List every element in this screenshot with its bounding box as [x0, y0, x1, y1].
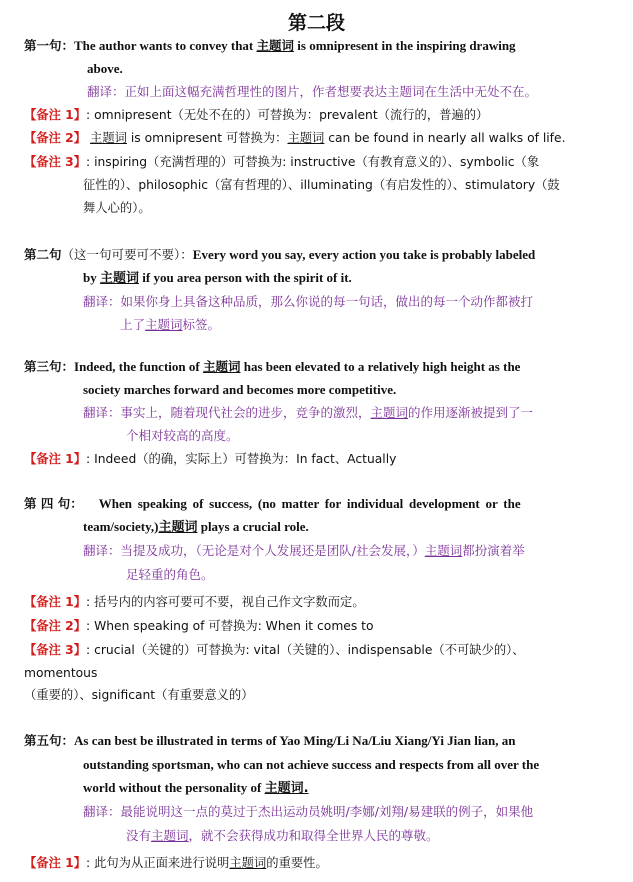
note-text: : omnipresent（无处不在的）可替换为：prevalent（流行的，普遍的）	[86, 108, 489, 122]
translation-text: 上了	[120, 317, 146, 332]
sentence-remark: （这一句可要可不要）：	[61, 247, 193, 262]
translation-3	[83, 404, 533, 422]
sentence-text: team/society,)	[83, 519, 159, 534]
sentence-5-cont2	[83, 779, 309, 798]
keyword-placeholder: 主题词	[145, 317, 183, 332]
note-tag: 【备注 1】	[24, 452, 87, 466]
translation-text: 的作用逐渐被提到了一	[408, 405, 534, 420]
sentence-text: has been elevated to a relatively high height as the	[240, 359, 521, 374]
sentence-text: Every word you say, every action you take is probably labeled	[192, 247, 536, 262]
section-title: 第二段	[287, 12, 345, 34]
sentence-text: Indeed, the function of	[74, 359, 203, 374]
keyword-placeholder: 主题词	[151, 828, 189, 843]
note-text: : Indeed（的确，实际上）可替换为：In fact、Actually	[86, 452, 397, 466]
note-text: is omnipresent 可替换为：	[126, 131, 288, 145]
translation-2: 翻译：如果你身上具备这种品质，那么你说的每一句话，做出的每一个动作都被打	[83, 294, 534, 309]
sentence-label: 第一句：	[24, 38, 75, 53]
sentence-3	[24, 358, 520, 376]
translation-text: 都扮演着举	[462, 543, 525, 558]
note-tag: 【备注 2】	[24, 619, 87, 633]
translation-4-cont: 足轻重的角色。	[126, 567, 214, 582]
note-4-3-cont: momentous	[24, 666, 98, 680]
translation-text: 翻译：当提及成功，（无论是对个人发展还是团队/社会发展，）	[83, 543, 425, 558]
sentence-label: 第二句	[24, 247, 62, 262]
keyword-placeholder: 主题词	[424, 543, 463, 558]
note-tag: 【备注 2】	[24, 131, 87, 145]
keyword-placeholder: 主题词	[158, 520, 198, 535]
sentence-text: As can best be illustrated in terms of Yao Ming/Li Na/Liu Xiang/Yi Jian lian, an	[74, 733, 516, 748]
keyword-placeholder: 主题词.	[264, 781, 309, 796]
translation-3-cont: 个相对较高的高度。	[126, 428, 239, 443]
note-text: 的重要性。	[266, 856, 328, 870]
sentence-1	[24, 37, 516, 55]
translation-5: 翻译：最能说明这一点的莫过于杰出运动员姚明/李娜/刘翔/易建联的例子，如果他	[83, 804, 534, 819]
note-1-3-cont: 征性的）、philosophic（富有哲理的）、illuminating（有启发性的）、stimulatory（鼓	[83, 178, 560, 192]
keyword-placeholder: 主题词	[256, 38, 295, 53]
note-4-3-cont2: （重要的）、significant（有重要意义的）	[24, 688, 254, 702]
keyword-placeholder: 主题词	[287, 131, 325, 145]
sentence-4	[24, 495, 521, 513]
translation-text: 没有	[126, 828, 152, 843]
note-text: : inspiring（充满哲理的）可替换为: instructive（有教育意义的）、symbolic（象	[86, 155, 540, 169]
translation-5-cont	[126, 827, 439, 845]
note-1-2	[24, 129, 565, 147]
sentence-label: 第五句：	[24, 733, 75, 748]
note-1-3-cont2: 舞人心的）。	[83, 201, 151, 215]
sentence-text: plays a crucial role.	[197, 519, 309, 534]
sentence-2-cont	[83, 269, 352, 288]
note-4-2	[24, 617, 374, 635]
note-text: : When speaking of 可替换为: When it comes to	[86, 619, 374, 633]
note-tag: 【备注 3】	[24, 155, 87, 169]
sentence-1-cont: above.	[87, 61, 123, 76]
keyword-placeholder: 主题词	[229, 856, 267, 870]
sentence-text: by	[83, 270, 100, 285]
keyword-placeholder: 主题词	[90, 131, 127, 145]
note-tag: 【备注 1】	[24, 856, 87, 870]
sentence-text: is omnipresent in the inspiring drawing	[294, 38, 516, 53]
note-tag: 【备注 1】	[24, 108, 87, 122]
sentence-4-cont	[83, 518, 309, 537]
note-5-1	[24, 854, 328, 872]
keyword-placeholder: 主题词	[99, 271, 139, 286]
keyword-placeholder: 主题词	[202, 359, 241, 374]
sentence-label: 第三句：	[24, 359, 75, 374]
note-1-1	[24, 106, 488, 124]
note-1-3	[24, 153, 539, 171]
translation-text: 翻译：事实上，随着现代社会的进步，竞争的激烈，	[83, 405, 371, 420]
translation-1: 翻译：正如上面这幅充满哲理性的图片，作者想要表达主题词在生活中无处不在。	[87, 84, 538, 99]
sentence-text: The author wants to convey that	[74, 38, 257, 53]
sentence-text: world without the personality of	[83, 780, 265, 795]
sentence-3-cont: society marches forward and becomes more competitive.	[83, 382, 397, 397]
note-4-3	[24, 641, 525, 659]
sentence-5	[24, 732, 515, 750]
translation-text: 标签。	[182, 317, 221, 332]
translation-2-cont	[120, 316, 220, 334]
note-4-1	[24, 593, 365, 611]
translation-4	[83, 542, 525, 560]
translation-text: ，就不会获得成功和取得全世界人民的尊敬。	[188, 828, 439, 843]
sentence-5-cont: outstanding sportsman, who can not achieve success and respects from all over the	[83, 757, 540, 772]
note-3-1	[24, 450, 396, 468]
sentence-text: When speaking of success, (no matter for individual development or the	[98, 496, 521, 511]
note-tag: 【备注 1】	[24, 595, 87, 609]
note-text: can be found in nearly all walks of life.	[324, 131, 566, 145]
sentence-2	[24, 246, 535, 264]
sentence-label: 第 四 句：	[24, 496, 83, 511]
sentence-text: if you area person with the spirit of it.	[139, 270, 352, 285]
note-text: : crucial（关键的）可替换为: vital（关键的）、indispensable（不可缺少的）、	[86, 643, 525, 657]
keyword-placeholder: 主题词	[370, 405, 409, 420]
note-text: : 此句为从正面来进行说明	[86, 856, 230, 870]
note-text: : 括号内的内容可要可不要，视自己作文字数而定。	[86, 595, 365, 609]
note-tag: 【备注 3】	[24, 643, 87, 657]
